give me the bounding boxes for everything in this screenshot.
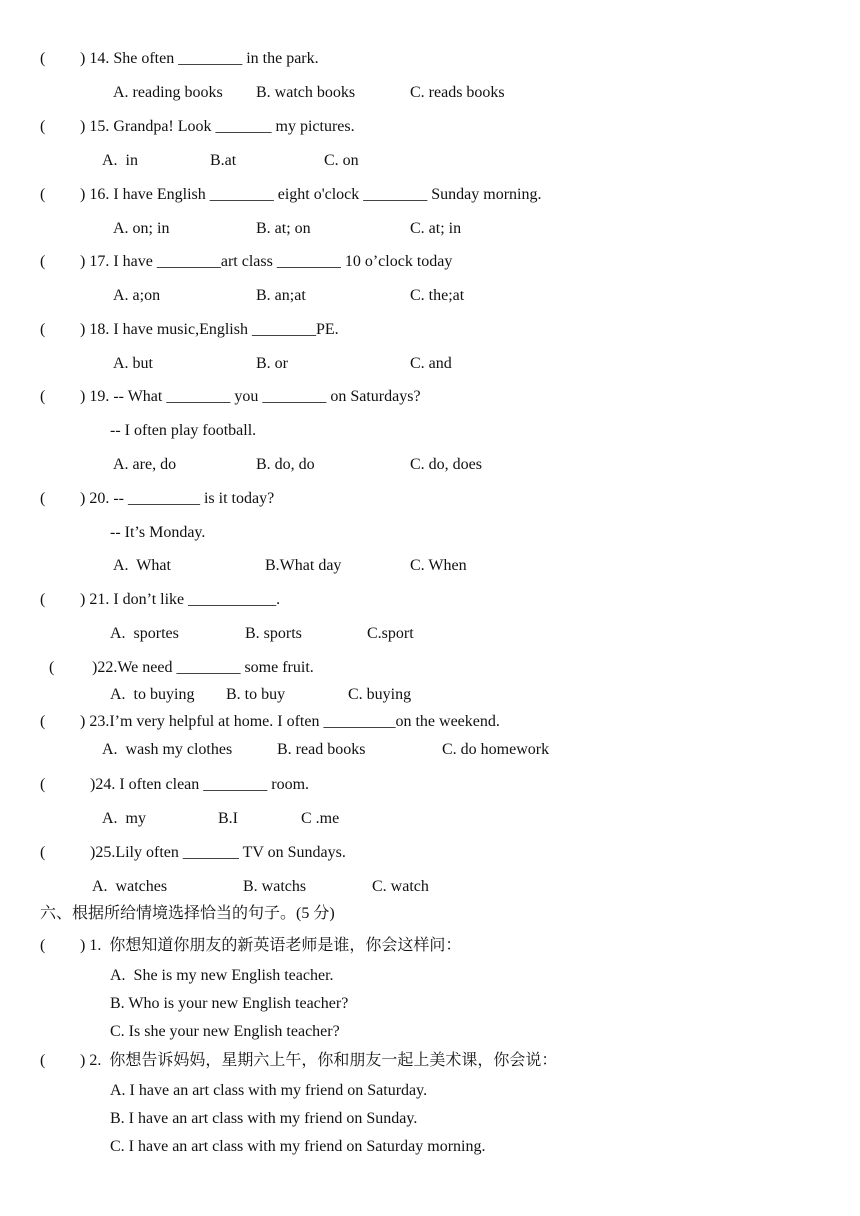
option-b: B. at; on — [256, 220, 311, 237]
option-a: A. sportes — [110, 625, 179, 642]
answer-paren[interactable]: ( — [40, 776, 46, 793]
question-16: ) 16. I have English ________ eight o'clock ________ Sunday morning. — [80, 186, 542, 203]
option-c: C. at; in — [410, 220, 462, 237]
option-b: B.at — [210, 152, 237, 169]
answer-paren[interactable]: ( — [40, 591, 46, 608]
option-b: B. sports — [245, 625, 302, 642]
option-c: C. on — [324, 152, 359, 169]
option-c: C. the;at — [410, 287, 465, 304]
answer-paren[interactable]: ( — [40, 321, 46, 338]
answer-paren[interactable]: ( — [49, 659, 55, 676]
question-21: ) 21. I don’t like ___________. — [80, 591, 281, 608]
option-c: C. watch — [372, 878, 429, 895]
option-a: A. in — [102, 152, 138, 169]
answer-paren[interactable]: ( — [40, 253, 46, 270]
option-c: C. do, does — [410, 456, 482, 473]
answer-paren[interactable]: ( — [40, 118, 46, 135]
option-a: A. a;on — [113, 287, 161, 304]
option-b: B. or — [256, 355, 288, 372]
question-20: ) 20. -- _________ is it today? — [80, 490, 275, 507]
option-c: C. Is she your new English teacher? — [110, 1023, 340, 1040]
option-b: B.What day — [265, 557, 342, 574]
question-18: ) 18. I have music,English ________PE. — [80, 321, 339, 338]
option-c: C. When — [410, 557, 467, 574]
option-a: A. watches — [92, 878, 168, 895]
option-a: A. my — [102, 810, 146, 827]
question-19: ) 19. -- What ________ you ________ on Saturdays? — [80, 388, 421, 405]
situation-1: ) 1. 你想知道你朋友的新英语老师是谁，你会这样问： — [80, 937, 462, 954]
answer-paren[interactable]: ( — [40, 937, 46, 954]
section-6-title: 六、根据所给情境选择恰当的句子。(5 分) — [40, 905, 335, 922]
dialogue-reply: -- It’s Monday. — [110, 524, 206, 541]
option-a: A. I have an art class with my friend on Saturday. — [110, 1082, 428, 1099]
option-b: B. read books — [277, 741, 366, 758]
option-a: A. to buying — [110, 686, 195, 703]
answer-paren[interactable]: ( — [40, 186, 46, 203]
question-24: )24. I often clean ________ room. — [90, 776, 310, 793]
option-b: B. do, do — [256, 456, 315, 473]
option-a: A. She is my new English teacher. — [110, 967, 334, 984]
situation-2: ) 2. 你想告诉妈妈，星期六上午，你和朋友一起上美术课，你会说： — [80, 1052, 558, 1069]
answer-paren[interactable]: ( — [40, 713, 46, 730]
question-25: )25.Lily often _______ TV on Sundays. — [90, 844, 346, 861]
option-c: C .me — [301, 810, 340, 827]
answer-paren[interactable]: ( — [40, 1052, 46, 1069]
option-b: B. Who is your new English teacher? — [110, 995, 349, 1012]
option-c: C. I have an art class with my friend on Saturday morning. — [110, 1138, 486, 1155]
option-c: C. reads books — [410, 84, 505, 101]
option-a: A. reading books — [113, 84, 223, 101]
option-a: A. wash my clothes — [102, 741, 233, 758]
question-23: ) 23.I’m very helpful at home. I often _________on the weekend. — [80, 713, 500, 730]
question-22: )22.We need ________ some fruit. — [92, 659, 314, 676]
option-a: A. What — [113, 557, 171, 574]
option-a: A. on; in — [113, 220, 170, 237]
option-c: C. buying — [348, 686, 412, 703]
answer-paren[interactable]: ( — [40, 490, 46, 507]
option-b: B. I have an art class with my friend on Sunday. — [110, 1110, 418, 1127]
option-c: C.sport — [367, 625, 414, 642]
option-b: B.I — [218, 810, 238, 827]
answer-paren[interactable]: ( — [40, 844, 46, 861]
question-14: ) 14. She often ________ in the park. — [80, 50, 319, 67]
answer-paren[interactable]: ( — [40, 388, 46, 405]
question-17: ) 17. I have ________art class ________ 10 o’clock today — [80, 253, 453, 270]
option-b: B. watchs — [243, 878, 307, 895]
option-c: C. and — [410, 355, 452, 372]
question-15: ) 15. Grandpa! Look _______ my pictures. — [80, 118, 355, 135]
option-a: A. are, do — [113, 456, 177, 473]
option-b: B. to buy — [226, 686, 286, 703]
option-c: C. do homework — [442, 741, 550, 758]
option-b: B. an;at — [256, 287, 306, 304]
option-a: A. but — [113, 355, 153, 372]
answer-paren[interactable]: ( — [40, 50, 46, 67]
option-b: B. watch books — [256, 84, 356, 101]
dialogue-reply: -- I often play football. — [110, 422, 257, 439]
